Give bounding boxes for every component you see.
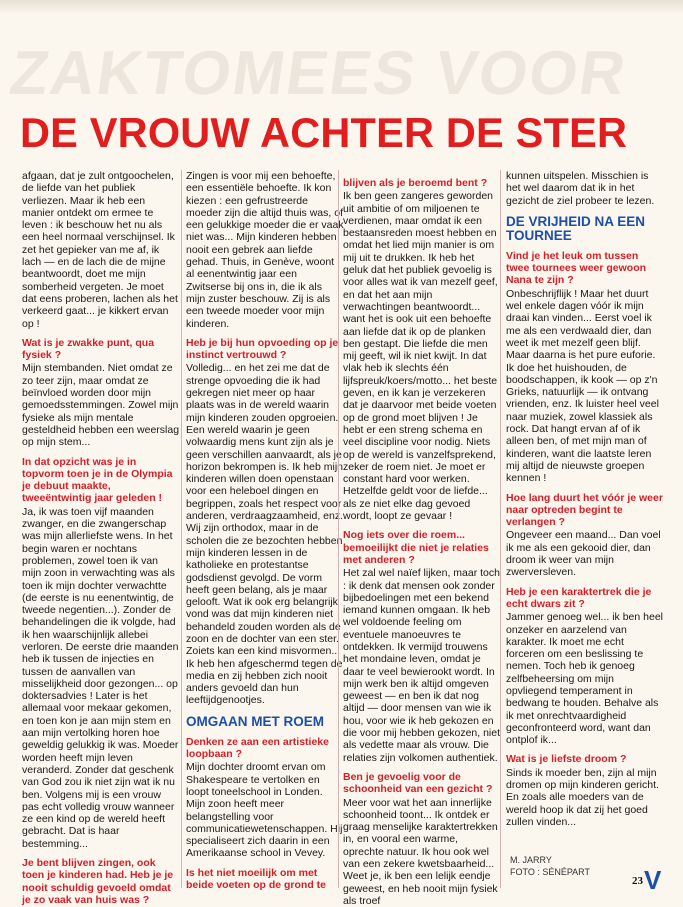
author-credit: M. JARRY — [510, 855, 552, 865]
text-column-3 — [343, 170, 501, 907]
interview-answer: Volledig... en het zei me dat de strenge opvoeding die ik had gekregen niet meer op haar plaats was in de wereld waarin mijn kinderen zouden opgroeien. Een wereld waarin je geen volwaardig mens kunt zijn als je geen verschillen aanvaardt, als je horizon bekrompen is. Ik heb mijn kinderen willen doen openstaan voor een heleboel dingen en begrippen, zoals het respect voor anderen, verdraagzaamheid, enz. Wij zijn orthodox, maar in de scholen die ze bezochten hebben mijn kinderen lessen in de katholieke en protestantse godsdienst gevolgd. De vorm heeft geen belang, als je maar gelooft. Wat ik ook erg belangrijk vond was dat mijn kinderen niet behandeld zouden worden als de zoon en de dochter van een ster. Zoiets kan een kind misvormen... Ik heb hen afgeschermd tegen de media en zij hebben zich nooit anders gevoeld dan hun leeftijdgenootjes. — [186, 362, 344, 707]
interview-answer: kunnen uitspelen. Misschien is het wel daarom dat ik in het gezicht de ziel probeer te lezen. — [506, 170, 655, 207]
interview-question: Nog iets over die roem... bemoeilijkt die niet je relaties met anderen ? — [343, 529, 489, 566]
magazine-logo: V — [644, 865, 662, 895]
interview-answer: Mijn dochter droomt ervan om Shakespeare te vertolken en loopt toneelschool in Londen. Mijn zoon heeft meer belangstelling voor communicatiewetenschappen. Hij specialiseert zich daarin in een Amerikaanse school in Vevey. — [186, 761, 343, 860]
interview-question: Heb je bij hun opvoeding op je instinct vertrouwd ? — [186, 336, 339, 362]
page-top-edge — [0, 0, 683, 14]
interview-question: Je bent blijven zingen, ook toen je kinderen had. Heb je je nooit schuldig gevoeld omdat je zo vaak van huis was ? — [22, 857, 174, 906]
text-column-2 — [186, 170, 344, 892]
background-ghost-text: ZAKTOMEES VOOR — [5, 39, 632, 108]
article-headline: DE VROUW ACHTER DE STER — [20, 109, 628, 156]
interview-question: Ben je gevoelig voor de schoonheid van een gezicht ? — [343, 770, 493, 796]
column-divider — [181, 170, 182, 888]
interview-question: Wat is je liefste droom ? — [506, 753, 627, 766]
interview-question: Is het niet moeilijk om met beide voeten op de grond te — [186, 866, 327, 892]
interview-question: Vind je het leuk om tussen twee tournees weer gewoon Nana te zijn ? — [506, 249, 647, 287]
interview-answer: Onbeschrijflijk ! Maar het duurt wel enkele dagen vóór ik mijn draai kan vinden... Eerst voel ik me als een verdwaald dier, dan weet ik met mezelf geen blijf. Maar daarna is het pure euforie. Ik doe het huishouden, de boodschappen, ik kook — op z'n Grieks, natuurlijk — ik ontvang vrienden, enz. Ik luister heel veel naar muziek, zowel klassiek als rock. Dat hangt ervan af of ik alleen ben, of met mijn man of kinderen, want die laatste leren mij altijd de nieuwste groepen kennen ! — [506, 287, 659, 485]
credits-block — [510, 854, 620, 878]
interview-answer: afgaan, dat je zult ontgoochelen, de liefde van het publiek verliezen. Maar ik heb een manier ontdekt om ermee te leven : ik beschouw het nu als een heel normaal verschijnsel. Ik zet het gepieker van me af, ik lach — en de lach die de mijne beantwoordt, doet me mijn somberheid vergeten. Je moet dat eens proberen, lachen als het verkeerd gaat... je kikkert ervan op ! — [22, 170, 178, 330]
text-column-1 — [22, 170, 180, 906]
interview-answer: Ongeveer een maand... Dan voel ik me als een gekooid dier, dan droom ik weer van mijn zwerversleven. — [506, 529, 661, 579]
section-subheading: OMGAAN MET ROEM — [186, 713, 324, 729]
interview-answer: Meer voor wat het aan innerlijke schoonheid toont... Ik ontdek er graag menselijke karaktertrekken in, en vooral een warme, oprechte natuur. Ik hou ook wel van een zekere kwetsbaarheid... Weet je, ik ben een lelijk eendje geweest, en heb nooit mijn fysiek als troef — [343, 796, 498, 907]
column-divider — [338, 170, 339, 888]
interview-question: blijven als je beroemd bent ? — [343, 177, 488, 189]
interview-question: Heb je een karaktertrek die je echt dwars zit ? — [506, 585, 652, 610]
interview-answer: Ja, ik was toen vijf maanden zwanger, en die zwangerschap was mijn allerliefste wens. In het begin waren er nochtans problemen, zowel toen ik van mijn zoon in verwachting was als toen ik mijn dochter verwachtte (de eerste is nu eenentwintig, de tweede negentien...). Zonder de behandelingen die ik volgde, had ik hen waarschijnlijk allebei verloren. De eerste drie maanden heb ik tussen de injecties en tussen de aanvallen van misselijkheid door gezongen... op doktersadvies ! Later is het allemaal voor mekaar gekomen, en toen kon je aan mijn stem en aan mijn vertolking horen hoe geweldig gelukkig ik was. Moeder worden heeft mijn leven veranderd. Zonder dat geschenk van God zou ik niet zijn wat ik nu ben. Volgens mij is een vrouw pas echt volledig vrouw wanneer ze een kind op de wereld heeft gebracht. Dat is haar bestemming... — [22, 505, 179, 850]
interview-answer: Mijn stembanden. Niet omdat ze zo teer zijn, maar omdat ze beïnvloed worden door mijn gemoedsstemmingen. Zowel mijn fysieke als mijn mentale gesteldheid hebben een weerslag op mijn stem... — [22, 362, 180, 449]
interview-question: Hoe lang duurt het vóór je weer naar optreden begint te verlangen ? — [506, 491, 663, 529]
interview-question: In dat opzicht was je in topvorm toen je in de Olympia je debuut maakte, tweeëntwintig jaar geleden ! — [22, 455, 173, 505]
page-number: 23 — [632, 875, 643, 887]
interview-question: Wat is je zwakke punt, qua fysiek ? — [22, 336, 155, 362]
interview-answer: Jammer genoeg wel... ik ben heel onzeker en aarzelend van karakter. Ik moet me echt forceren om een beslissing te nemen. Toch heb ik genoeg zelfbeheersing om mijn opvliegend temperament in bedwang te houden. Behalve als ik met onrechtvaardigheid geconfronteerd word, want dan ontplof ik... — [506, 611, 664, 747]
text-column-4 — [506, 170, 664, 888]
column-divider — [500, 170, 501, 888]
section-subheading: DE VRIJHEID NA EEN TOURNEE — [506, 213, 646, 243]
interview-answer: Het zal wel naïef lijken, maar toch : ik denk dat mensen ook zonder bijbedoelingen met een bekend iemand kunnen omgaan. Ik heb wel voldoende feeling om eventuele manoeuvres te ontdekken. Ik vermijd trouwens het mondaine leven, omdat je daar te veel bewierookt wordt. In mijn werk ben ik altijd omgeven geweest — en ben ik dat nog altijd — door mensen van wie ik hou, voor wie ik heb gekozen en die voor mij hebben gekozen, niet als vedette maar als vrouw. Die relaties zijn volkomen authentiek. — [343, 567, 501, 764]
photo-credit: FOTO : SÉNÉPART — [510, 867, 591, 877]
interview-question: Denken ze aan een artistieke loopbaan ? — [186, 735, 329, 761]
interview-answer: Ik ben geen zangeres geworden uit ambitie of om miljoenen te verdienen, maar omdat ik een bestaansreden moest hebben en omdat het lied mijn manier is om mij uit te drukken. Ik heb het geluk dat het publiek gevoelig is voor alles wat ik van mezelf geef, en dat het aan mijn verwachtingen beantwoordt... want het is ook uit een behoefte aan liefde dat ik op de planken ben gestapt. Die liefde die men mij geeft, wil ik niet kwijt. In dat vlak heb ik slechts één lijfspreuk/koers/motto... het beste geven, en ik kan je verzekeren dat je daarvoor met beide voeten op de grond moet blijven ! Je hebt er een streng schema en veel discipline voor nodig. Niets op de wereld is vanzelfsprekend, zeker de roem niet. Je moet er constant hard voor werken. Hetzelfde geldt voor de liefde... als ze niet elke dag gevoed wordt, loopt ze gevaar ! — [343, 190, 498, 523]
interview-answer: Zingen is voor mij een behoefte, een essentiële behoefte. Ik kon kiezen : een gefrustreerde moeder zijn die altijd thuis was, of een gelukkige moeder die er vaak niet was... Mijn kinderen hebben nooit een gebrek aan liefde gehad. Thuis, in Genève, woont al eenentwintig jaar een Zwitserse bij ons in, die ik als mijn zuster beschouw. Zij is als een tweede moeder voor mijn kinderen. — [186, 170, 344, 330]
interview-answer: Sinds ik moeder ben, zijn al mijn dromen op mijn kinderen gericht. En zoals alle moeders van de wereld hoop ik dat zij het goed zullen vinden... — [506, 766, 659, 828]
